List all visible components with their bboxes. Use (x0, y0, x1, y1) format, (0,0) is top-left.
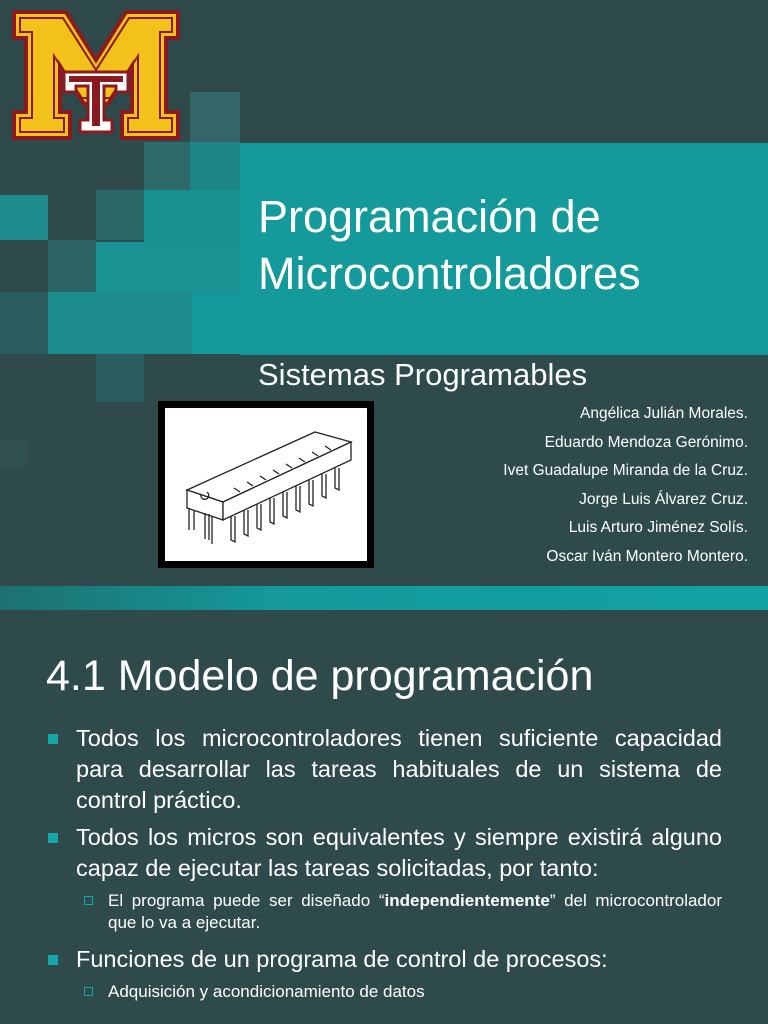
authors-list (308, 400, 748, 571)
title-line-1: Programación de (258, 191, 601, 242)
sub-item-text-pre: El programa puede ser diseñado “ (108, 891, 385, 910)
slide-title (258, 188, 758, 302)
author-name: Ivet Guadalupe Miranda de la Cruz. (503, 462, 748, 479)
list-item (46, 723, 722, 816)
decor-square (96, 242, 240, 292)
decor-square (190, 142, 240, 192)
decor-square (96, 190, 144, 240)
list-item-text: Funciones de un programa de control de procesos: (76, 946, 608, 972)
hollow-square-bullet-icon (84, 987, 93, 996)
slide-subtitle: Sistemas Programables (258, 357, 588, 392)
decor-square (192, 292, 240, 354)
sub-item-text-post: ” del microcontrolador que lo va a ejecutar. (108, 891, 722, 932)
square-bullet-icon (48, 955, 58, 965)
sub-item-bold: independientemente (384, 891, 550, 910)
bullet-list (46, 723, 722, 1013)
sub-item-text: Adquisición y acondicionamiento de datos (108, 982, 425, 1001)
decor-square (96, 354, 144, 402)
decor-square (48, 292, 192, 354)
title-line-2: Microcontroladores (258, 248, 641, 299)
square-bullet-icon (48, 833, 58, 843)
square-bullet-icon (48, 734, 58, 744)
list-item (46, 944, 722, 975)
decor-square (144, 190, 240, 242)
decor-square (190, 92, 240, 142)
bottom-band (0, 586, 768, 610)
content-slide (0, 610, 768, 1024)
decor-square (48, 240, 96, 292)
school-logo (10, 8, 182, 142)
author-name: Eduardo Mendoza Gerónimo. (544, 433, 748, 451)
section-heading: 4.1 Modelo de programación (46, 652, 594, 700)
list-item (46, 822, 722, 884)
decor-square (0, 440, 28, 468)
author-name: Angélica Julián Morales. (579, 405, 748, 422)
decor-square (0, 292, 48, 354)
list-item-text: Todos los microcontroladores tienen suficiente capacidad para desarrollar las tareas habituales de un sistema de control práctico. (76, 725, 722, 813)
author-name: Jorge Luis Álvarez Cruz. (579, 490, 748, 508)
decor-square (0, 195, 48, 240)
author-name: Oscar Iván Montero Montero. (546, 547, 748, 565)
sub-list-item (46, 981, 722, 1003)
list-item-text: Todos los micros son equivalentes y siempre existirá alguno capaz de ejecutar las tareas solicitadas, por tanto: (76, 824, 722, 881)
author-name: Luis Arturo Jiménez Solís. (568, 519, 748, 536)
sub-list-item (46, 890, 722, 934)
hollow-square-bullet-icon (84, 896, 93, 905)
decor-square (144, 142, 190, 190)
